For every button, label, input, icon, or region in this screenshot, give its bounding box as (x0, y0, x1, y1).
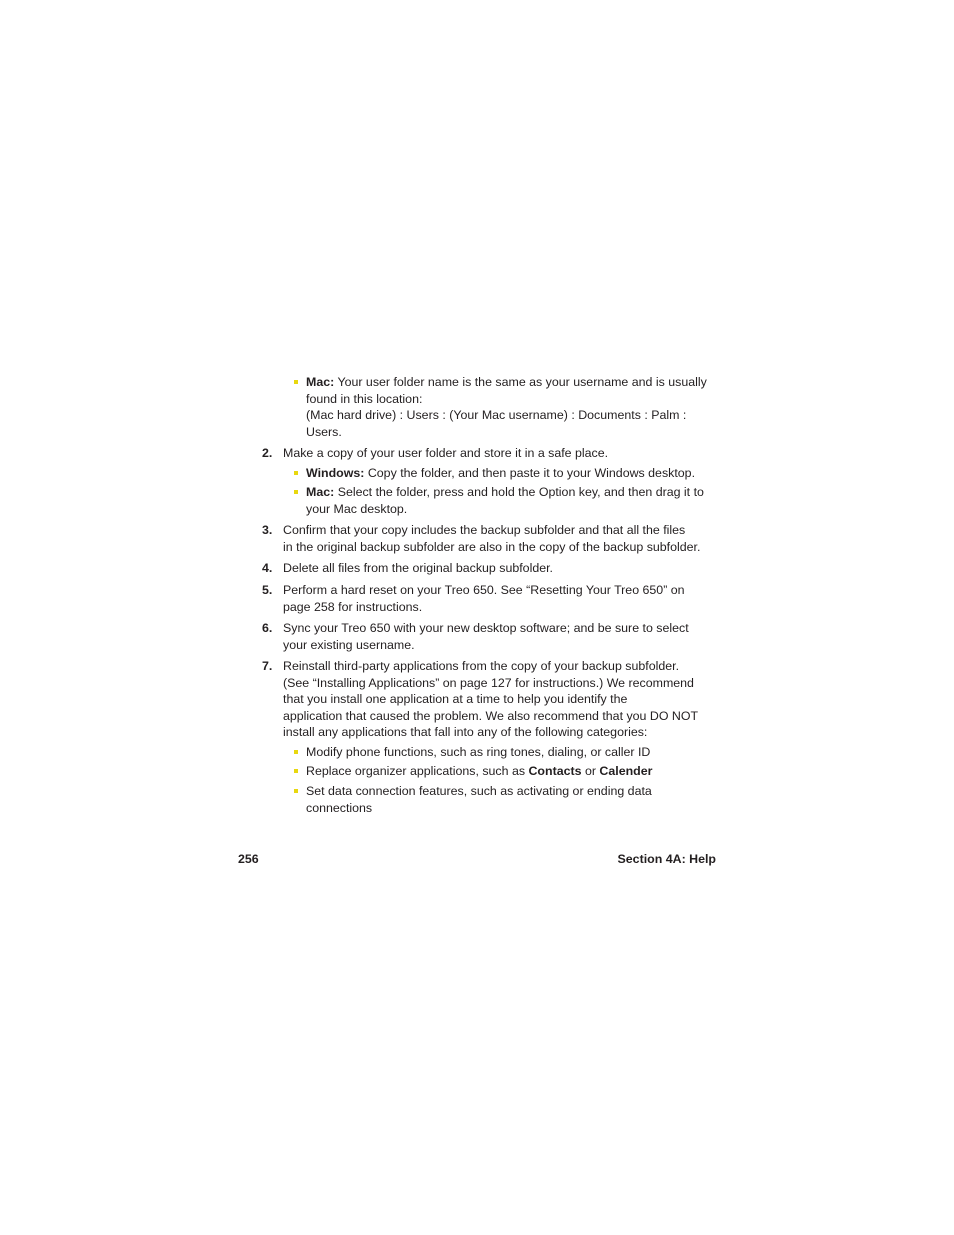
bullet-label: Mac: (306, 375, 335, 389)
bullet-mac-location (306, 374, 718, 440)
step-3 (262, 522, 719, 555)
bullet-text: Modify phone functions, such as ring tones, dialing, or caller ID (306, 745, 651, 759)
calender-app-name: Calender (599, 764, 653, 778)
step-text: install any applications that fall into any of the following categories: (283, 725, 648, 740)
bullet-text: connections (306, 800, 373, 815)
bullet-data-connection (306, 783, 718, 816)
step-number: 7. (262, 659, 273, 673)
section-title: Section 4A: Help (617, 852, 716, 866)
bullet-text: your Mac desktop. (306, 501, 408, 516)
step-number: 4. (262, 561, 273, 575)
contacts-app-name: Contacts (528, 764, 582, 778)
bullet-text: Users. (306, 424, 342, 439)
step-text: application that caused the problem. We also recommend that you DO NOT (283, 708, 699, 723)
bullet-square-icon (294, 750, 298, 754)
step-5 (262, 582, 719, 615)
bullet-text: Select the folder, press and hold the Option key, and then drag it to (337, 485, 704, 499)
step-2 (262, 445, 719, 462)
step-text: that you install one application at a time to help you identify the (283, 692, 628, 707)
bullet-text: Your user folder name is the same as your username and is usually (337, 375, 707, 389)
bullet-windows-copy (306, 465, 718, 482)
bullet-text: found in this location: (306, 391, 423, 406)
bullet-square-icon (294, 769, 298, 773)
step-7 (262, 658, 719, 741)
bullet-text: Replace organizer applications, such as (306, 764, 529, 778)
bullet-label: Mac: (306, 485, 335, 499)
step-number: 3. (262, 523, 273, 537)
bullet-text: Copy the folder, and then paste it to your Windows desktop. (367, 466, 696, 480)
step-text: Make a copy of your user folder and store it in a safe place. (283, 446, 609, 460)
step-text: (See “Installing Applications” on page 127 for instructions.) We recommend (283, 675, 694, 690)
bullet-text: or (581, 764, 600, 778)
bullet-label: Windows: (306, 466, 365, 480)
bullet-text: Set data connection features, such as activating or ending data (306, 784, 652, 798)
step-text: Confirm that your copy includes the backup subfolder and that all the files (283, 523, 686, 537)
step-4 (262, 560, 719, 577)
bullet-organizer-apps (306, 763, 718, 780)
page-number: 256 (238, 852, 259, 866)
bullet-square-icon (294, 380, 298, 384)
bullet-mac-copy (306, 484, 718, 517)
step-text: Delete all files from the original backup subfolder. (283, 561, 553, 575)
step-text: your existing username. (283, 637, 415, 652)
bullet-square-icon (294, 490, 298, 494)
step-text: page 258 for instructions. (283, 599, 423, 614)
step-text: Perform a hard reset on your Treo 650. See “Resetting Your Treo 650” on (283, 583, 685, 597)
step-number: 2. (262, 446, 273, 460)
step-text: Reinstall third-party applications from the copy of your backup subfolder. (283, 659, 680, 673)
step-number: 6. (262, 621, 273, 635)
bullet-phone-functions (306, 744, 718, 761)
step-text: Sync your Treo 650 with your new desktop software; and be sure to select (283, 621, 689, 635)
step-number: 5. (262, 583, 273, 597)
bullet-square-icon (294, 471, 298, 475)
bullet-text: (Mac hard drive) : Users : (Your Mac username) : Documents : Palm : (306, 408, 687, 423)
step-text: in the original backup subfolder are also in the copy of the backup subfolder. (283, 539, 701, 554)
bullet-square-icon (294, 789, 298, 793)
step-6 (262, 620, 719, 653)
